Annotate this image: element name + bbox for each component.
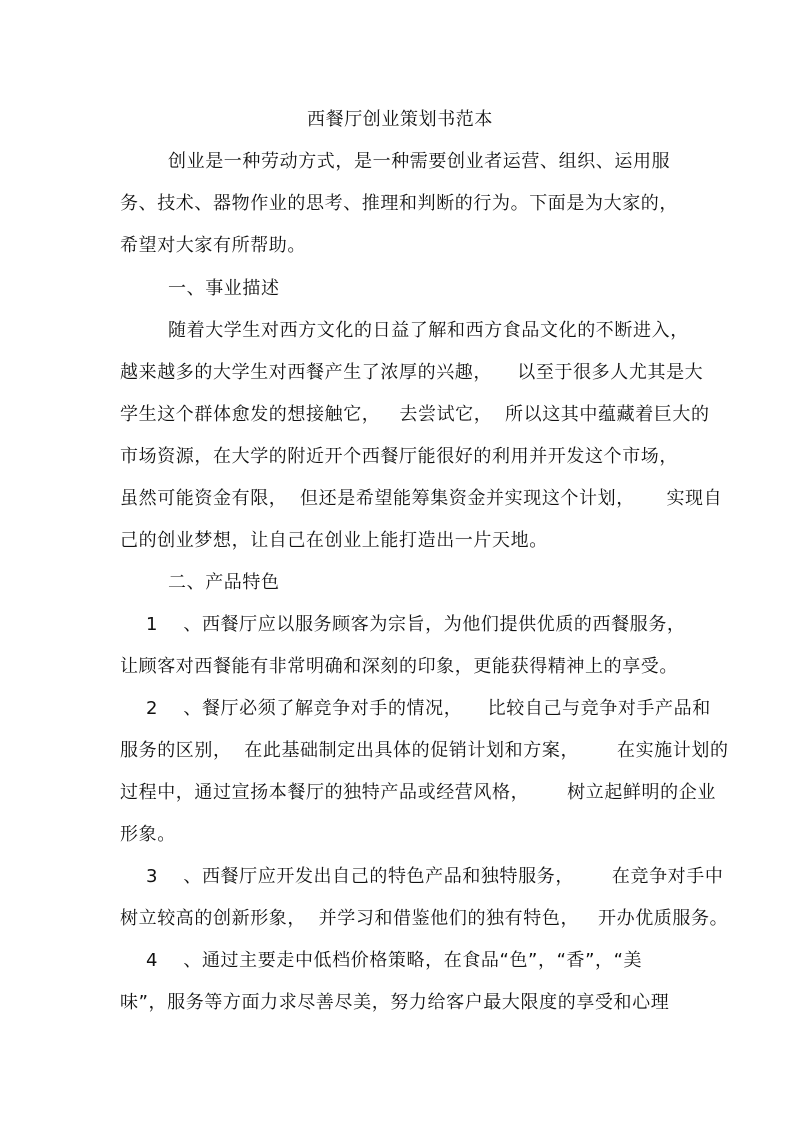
intro-paragraph-line: 创业是一种劳动方式，是一种需要创业者运营、组织、运用服 [168, 151, 671, 172]
intro-paragraph-line: 务、技术、器物作业的思考、推理和判断的行为。下面是为大家的， [120, 193, 678, 214]
list-item-2-line: 2 、餐厅必须了解竞争对手的情况， 比较自己与竞争对手产品和 [146, 698, 711, 719]
body-paragraph-line: 越来越多的大学生对西餐产生了浓厚的兴趣， 以至于很多人尤其是大 [120, 362, 704, 383]
section-heading-business-description: 一、事业描述 [168, 278, 280, 299]
body-paragraph-line: 己的创业梦想，让自己在创业上能打造出一片天地。 [120, 530, 548, 551]
list-item-2-line: 服务的区别， 在此基础制定出具体的促销计划和方案， 在实施计划的 [120, 740, 729, 761]
list-item-1-line: 让顾客对西餐能有非常明确和深刻的印象，更能获得精神上的享受。 [120, 656, 678, 677]
body-paragraph-line: 随着大学生对西方文化的日益了解和西方食品文化的不断进入， [168, 320, 689, 341]
body-paragraph-line: 市场资源，在大学的附近开个西餐厅能很好的利用并开发这个市场， [120, 446, 678, 467]
list-item-4-line: 味”，服务等方面力求尽善尽美，努力给客户最大限度的享受和心理 [120, 992, 670, 1013]
list-item-1-line: 1 、西餐厅应以服务顾客为宗旨，为他们提供优质的西餐服务， [146, 614, 686, 635]
list-item-3-line: 树立较高的创新形象， 并学习和借鉴他们的独有特色， 开办优质服务。 [120, 908, 729, 929]
list-item-2-line: 形象。 [120, 824, 176, 845]
body-paragraph-line: 学生这个群体愈发的想接触它， 去尝试它， 所以这其中蕴藏着巨大的 [120, 404, 710, 425]
body-paragraph-line: 虽然可能资金有限， 但还是希望能筹集资金并实现这个计划， 实现自 [120, 488, 723, 509]
document-title: 西餐厅创业策划书范本 [307, 109, 493, 130]
list-item-4-line: 4 、通过主要走中低档价格策略，在食品“色”，“香”，“美 [146, 950, 643, 971]
section-heading-product-features: 二、产品特色 [168, 572, 280, 593]
intro-paragraph-line: 希望对大家有所帮助。 [120, 235, 306, 256]
list-item-2-line: 过程中，通过宣扬本餐厅的独特产品或经营风格， 树立起鲜明的企业 [120, 782, 716, 803]
list-item-3-line: 3 、西餐厅应开发出自己的特色产品和独特服务， 在竞争对手中 [146, 866, 724, 887]
